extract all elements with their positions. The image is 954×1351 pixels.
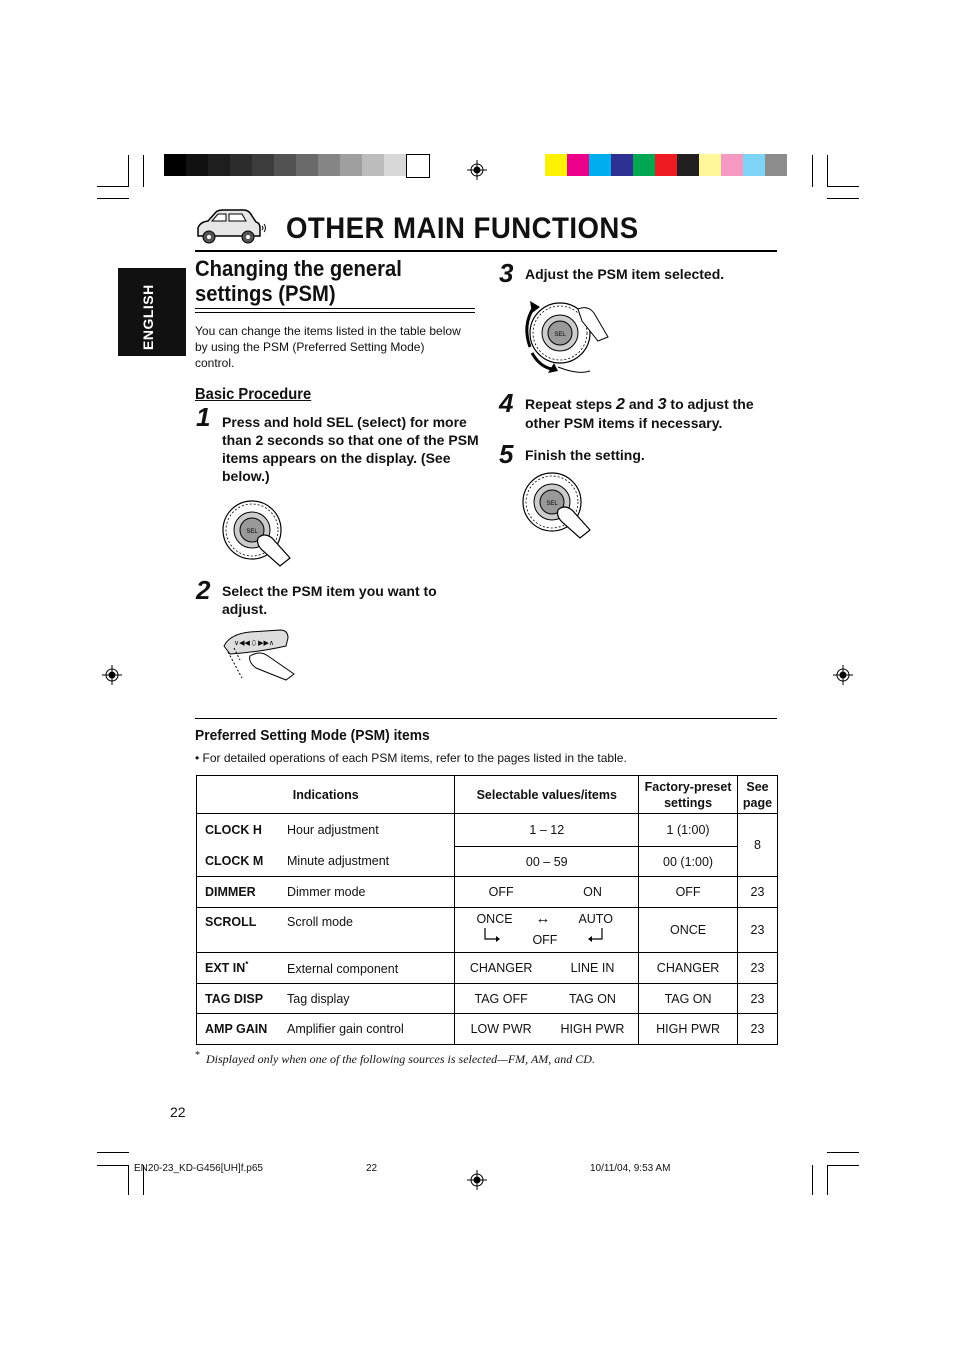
step-2-text: Select the PSM item you want to adjust. [222,583,437,617]
arrow-down-right-icon [483,928,501,944]
step-2-number: 2 [196,575,211,605]
section-heading: Changing the general settings (PSM) [195,256,402,306]
gray-swatch [252,154,274,176]
gray-swatch [164,154,186,176]
scroll-cycle: ONCE ↔ AUTO OFF [455,908,639,953]
sel-knob-press-icon [520,468,600,540]
registration-mark-icon [467,1170,487,1190]
psm-table [196,775,778,1045]
gray-swatch [296,154,318,176]
svg-text:SEL: SEL [546,501,558,507]
step-3-text: Adjust the PSM item selected. [525,266,725,282]
page-number: 22 [170,1104,186,1120]
svg-text:SEL: SEL [554,332,566,338]
table-row: EXT IN* External component CHANGER LINE IN CHANGER 23 [197,953,778,984]
table-row: CLOCK M Minute adjustment 00 – 59 00 (1:00) [197,847,778,877]
intro-text: You can change the items listed in the table below by using the PSM (Preferred Setting Mode) control. [195,324,461,370]
step-4-text: Repeat steps 2 and 3 to adjust the other PSM items if necessary. [525,396,754,431]
gray-swatch [384,154,406,176]
color-swatch [545,154,567,176]
color-swatch [633,154,655,176]
col-selectable-values: Selectable values/items [455,776,639,814]
language-tab [118,268,186,356]
psm-heading: Preferred Setting Mode (PSM) items [195,727,430,744]
step-5-text: Finish the setting. [525,447,645,463]
slug-file: EN20-23_KD-G456[UH]f.p65 [134,1163,263,1174]
gray-swatch [186,154,208,176]
color-swatch [567,154,589,176]
step-1-number: 1 [196,402,211,432]
basic-procedure-heading: Basic Procedure [195,386,312,403]
table-row: TAG DISP Tag display TAG OFF TAG ON TAG ON 23 [197,984,778,1014]
registration-mark-icon [467,160,487,180]
col-factory-preset: Factory-preset settings [639,776,738,814]
gray-swatch [318,154,340,176]
sel-knob-press-icon [220,496,300,568]
col-indications: Indications [197,776,455,814]
svg-text:∨◀◀ ⬯ ▶▶∧: ∨◀◀ ⬯ ▶▶∧ [233,640,275,647]
slug-date: 10/11/04, 9:53 AM [590,1163,671,1174]
psm-note: • For detailed operations of each PSM items, refer to the pages listed in the table. [195,751,627,765]
table-row: DIMMER Dimmer mode OFF ON OFF 23 [197,877,778,908]
section-divider [195,718,777,719]
footnote: * Displayed only when one of the following sources is selected—FM, AM, and CD. [195,1050,595,1066]
gray-swatch [208,154,230,176]
gray-swatch [406,154,430,178]
color-swatch [655,154,677,176]
color-swatch [743,154,765,176]
section-heading-rule [195,308,475,313]
color-swatch [699,154,721,176]
col-see-page: See page [738,776,778,814]
step-1-text: Press and hold SEL (select) for more than 2 seconds so that one of the PSM items appears on the display. (See below.) [222,414,479,484]
clock-see-page: 8 [738,814,778,877]
car-icon [194,206,266,246]
gray-swatch [274,154,296,176]
table-row: CLOCK H Hour adjustment 1 – 12 1 (1:00) 8 [197,814,778,847]
color-swatch [721,154,743,176]
color-swatch [677,154,699,176]
table-row: SCROLL Scroll mode ONCE ↔ AUTO OFF ONCE 23 [197,908,778,953]
registration-mark-icon [833,665,853,685]
gray-swatch [230,154,252,176]
gray-swatch [362,154,384,176]
language-tab-label: ENGLISH [140,284,156,350]
step-4-number: 4 [499,388,514,418]
step-3-number: 3 [499,258,514,288]
sel-knob-rotate-icon [518,295,613,380]
table-row: AMP GAIN Amplifier gain control LOW PWR HIGH PWR HIGH PWR 23 [197,1014,778,1045]
arrow-down-left-icon [587,928,605,944]
registration-mark-icon [102,665,122,685]
slug-page: 22 [366,1163,378,1174]
step-5-number: 5 [499,439,514,469]
color-swatch [611,154,633,176]
bidirectional-arrow-icon: ↔ [535,910,551,927]
gray-swatch [340,154,362,176]
color-swatch [765,154,787,176]
select-control-icon [220,628,302,682]
svg-text:SEL: SEL [246,529,258,535]
color-swatch [589,154,611,176]
table-header-row [197,776,778,814]
title-divider [195,250,777,252]
page-title: OTHER MAIN FUNCTIONS [286,212,639,245]
